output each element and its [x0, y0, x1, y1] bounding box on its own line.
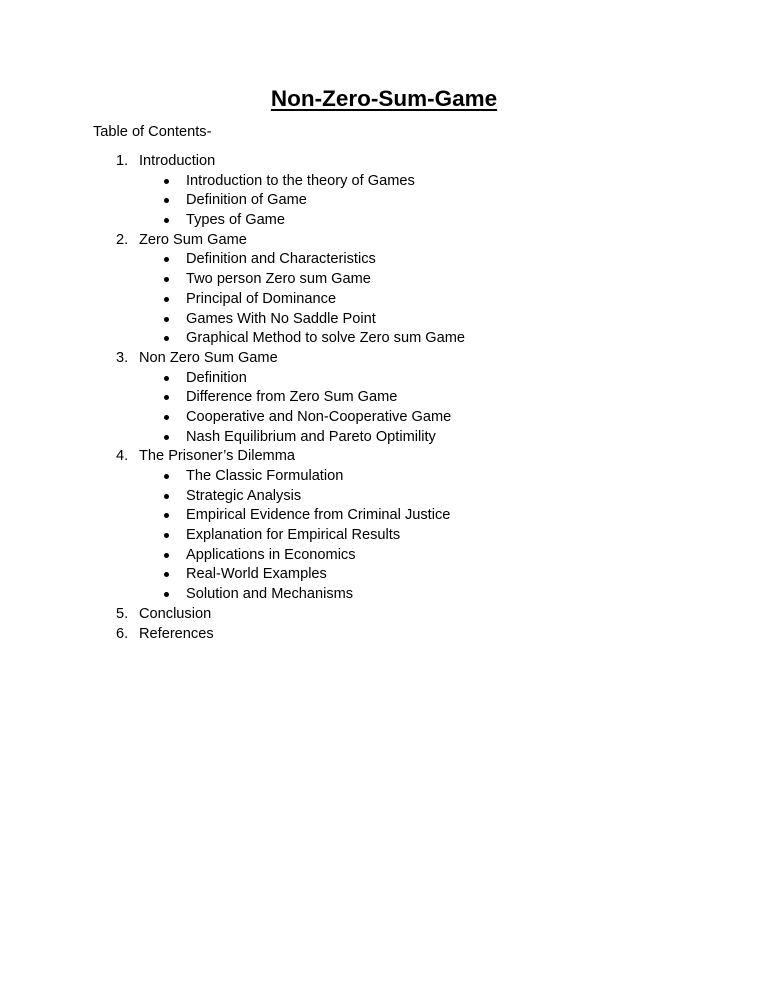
- toc-subitem-label: The Classic Formulation: [186, 468, 344, 484]
- toc-subitem-label: Introduction to the theory of Games: [186, 172, 415, 189]
- toc-subitem-label: Definition: [186, 369, 247, 386]
- bullet-icon: [164, 513, 169, 518]
- bullet-icon: [164, 533, 169, 538]
- bullet-icon: [164, 494, 169, 499]
- bullet-icon: [164, 277, 169, 282]
- toc-subitem-label: Empirical Evidence from Criminal Justice: [186, 507, 451, 524]
- toc-number: 2.: [116, 231, 129, 248]
- bullet-icon: [164, 415, 169, 420]
- bullet-icon: [164, 572, 169, 577]
- toc-subitem-label: Games With No Saddle Point: [186, 310, 376, 327]
- toc-subitem-label: Difference from Zero Sum Game: [186, 389, 398, 406]
- toc-subitem-label: Real-World Examples: [186, 566, 327, 583]
- bullet-icon: [164, 592, 169, 597]
- toc-label: Introduction: [139, 153, 216, 169]
- bullet-icon: [164, 376, 169, 381]
- toc-subitem-label: Definition of Game: [186, 192, 307, 209]
- toc-label: Conclusion: [139, 605, 212, 622]
- toc-subitem-label: Strategic Analysis: [186, 487, 302, 504]
- toc-subitem-label: Solution and Mechanisms: [186, 586, 354, 603]
- bullet-icon: [164, 474, 169, 479]
- toc-label: Non Zero Sum Game: [139, 349, 278, 366]
- toc-subitem-label: Two person Zero sum Game: [186, 271, 371, 288]
- toc-number: 3.: [116, 349, 129, 366]
- toc-subitem-label: Applications in Economics: [186, 546, 356, 563]
- toc-subitem-label: Principal of Dominance: [186, 290, 337, 307]
- bullet-icon: [164, 395, 169, 400]
- toc-subitem-label: Explanation for Empirical Results: [186, 527, 401, 544]
- document-title: Non-Zero-Sum-Game: [270, 86, 498, 111]
- bullet-icon: [164, 553, 169, 558]
- bullet-icon: [164, 218, 169, 223]
- bullet-icon: [164, 317, 169, 322]
- toc-subitem-label: Cooperative and Non-Cooperative Game: [186, 408, 452, 425]
- bullet-icon: [164, 257, 169, 262]
- toc-subitem-label: Nash Equilibrium and Pareto Optimility: [186, 428, 436, 445]
- toc-number: 6.: [116, 625, 129, 642]
- bullet-icon: [164, 435, 169, 440]
- bullet-icon: [164, 179, 169, 184]
- toc-subitem-label: Types of Game: [186, 212, 285, 229]
- toc-label: Zero Sum Game: [139, 231, 247, 248]
- bullet-icon: [164, 198, 169, 203]
- toc-subitem-label: Graphical Method to solve Zero sum Game: [186, 330, 466, 347]
- toc-label: The Prisoner’s Dilemma: [139, 448, 295, 465]
- toc-number: 1.: [116, 153, 129, 169]
- toc-label: References: [139, 625, 214, 642]
- toc-number: 4.: [116, 448, 129, 465]
- bullet-icon: [164, 336, 169, 341]
- toc-heading: Table of Contents-: [93, 124, 212, 140]
- toc-subitem-label: Definition and Characteristics: [186, 251, 376, 268]
- bullet-icon: [164, 297, 169, 302]
- toc-number: 5.: [116, 605, 129, 622]
